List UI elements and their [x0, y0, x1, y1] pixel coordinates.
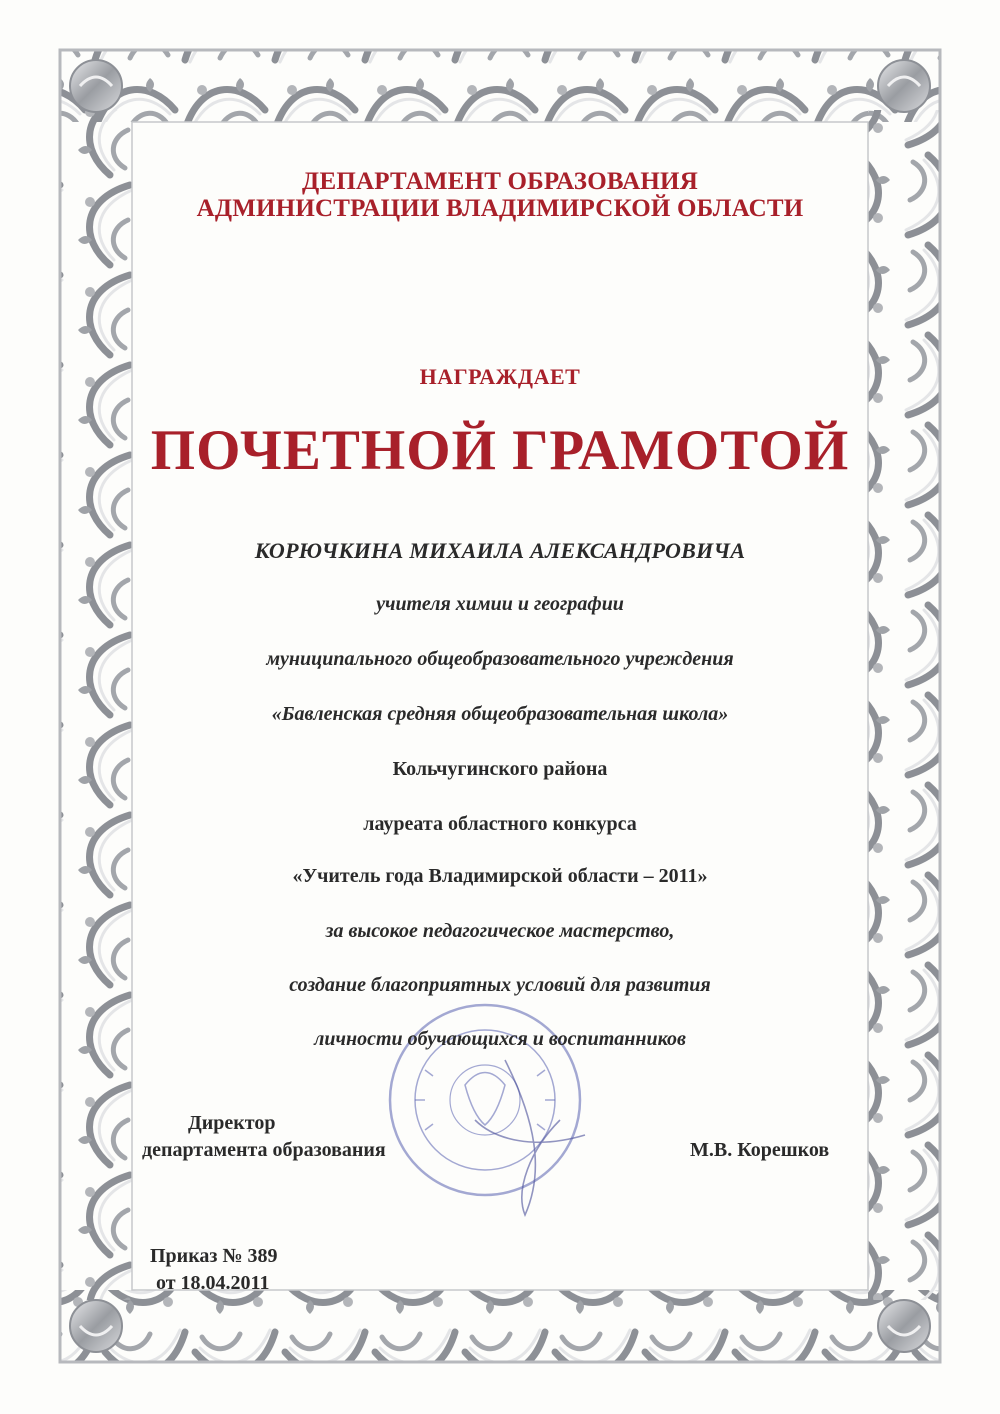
district: Кольчугинского района: [392, 758, 608, 780]
issuer-line-1: ДЕПАРТАМЕНТ ОБРАЗОВАНИЯ: [302, 168, 698, 195]
reason-line-2: создание благоприятных условий для развития: [289, 974, 711, 996]
institution-type: муниципального общеобразовательного учреждения: [266, 648, 734, 670]
institution-name: «Бавленская средняя общеобразовательная школа»: [271, 703, 729, 725]
reason-line-1: за высокое педагогическое мастерство,: [325, 920, 675, 942]
award-verb: НАГРАЖДАЕТ: [419, 364, 581, 389]
contest-name: «Учитель года Владимирской области – 2011»: [292, 865, 708, 887]
reason-line-3: личности обучающихся и воспитанников: [314, 1028, 686, 1050]
signer-title-line-1: Директор: [188, 1112, 276, 1134]
contest-role: лауреата областного конкурса: [363, 813, 637, 835]
recipient-name: КОРЮЧКИНА МИХАИЛА АЛЕКСАНДРОВИЧА: [254, 538, 746, 563]
signer-title-line-2: департамента образования: [142, 1139, 386, 1161]
award-title: ПОЧЕТНОЙ ГРАМОТОЙ: [150, 419, 850, 482]
issuer-line-2: АДМИНИСТРАЦИИ ВЛАДИМИРСКОЙ ОБЛАСТИ: [196, 195, 804, 222]
order-date: от 18.04.2011: [156, 1272, 270, 1294]
recipient-position: учителя химии и географии: [376, 593, 624, 615]
order-number: Приказ № 389: [150, 1245, 278, 1267]
signer-name: М.В. Корешков: [690, 1139, 830, 1161]
